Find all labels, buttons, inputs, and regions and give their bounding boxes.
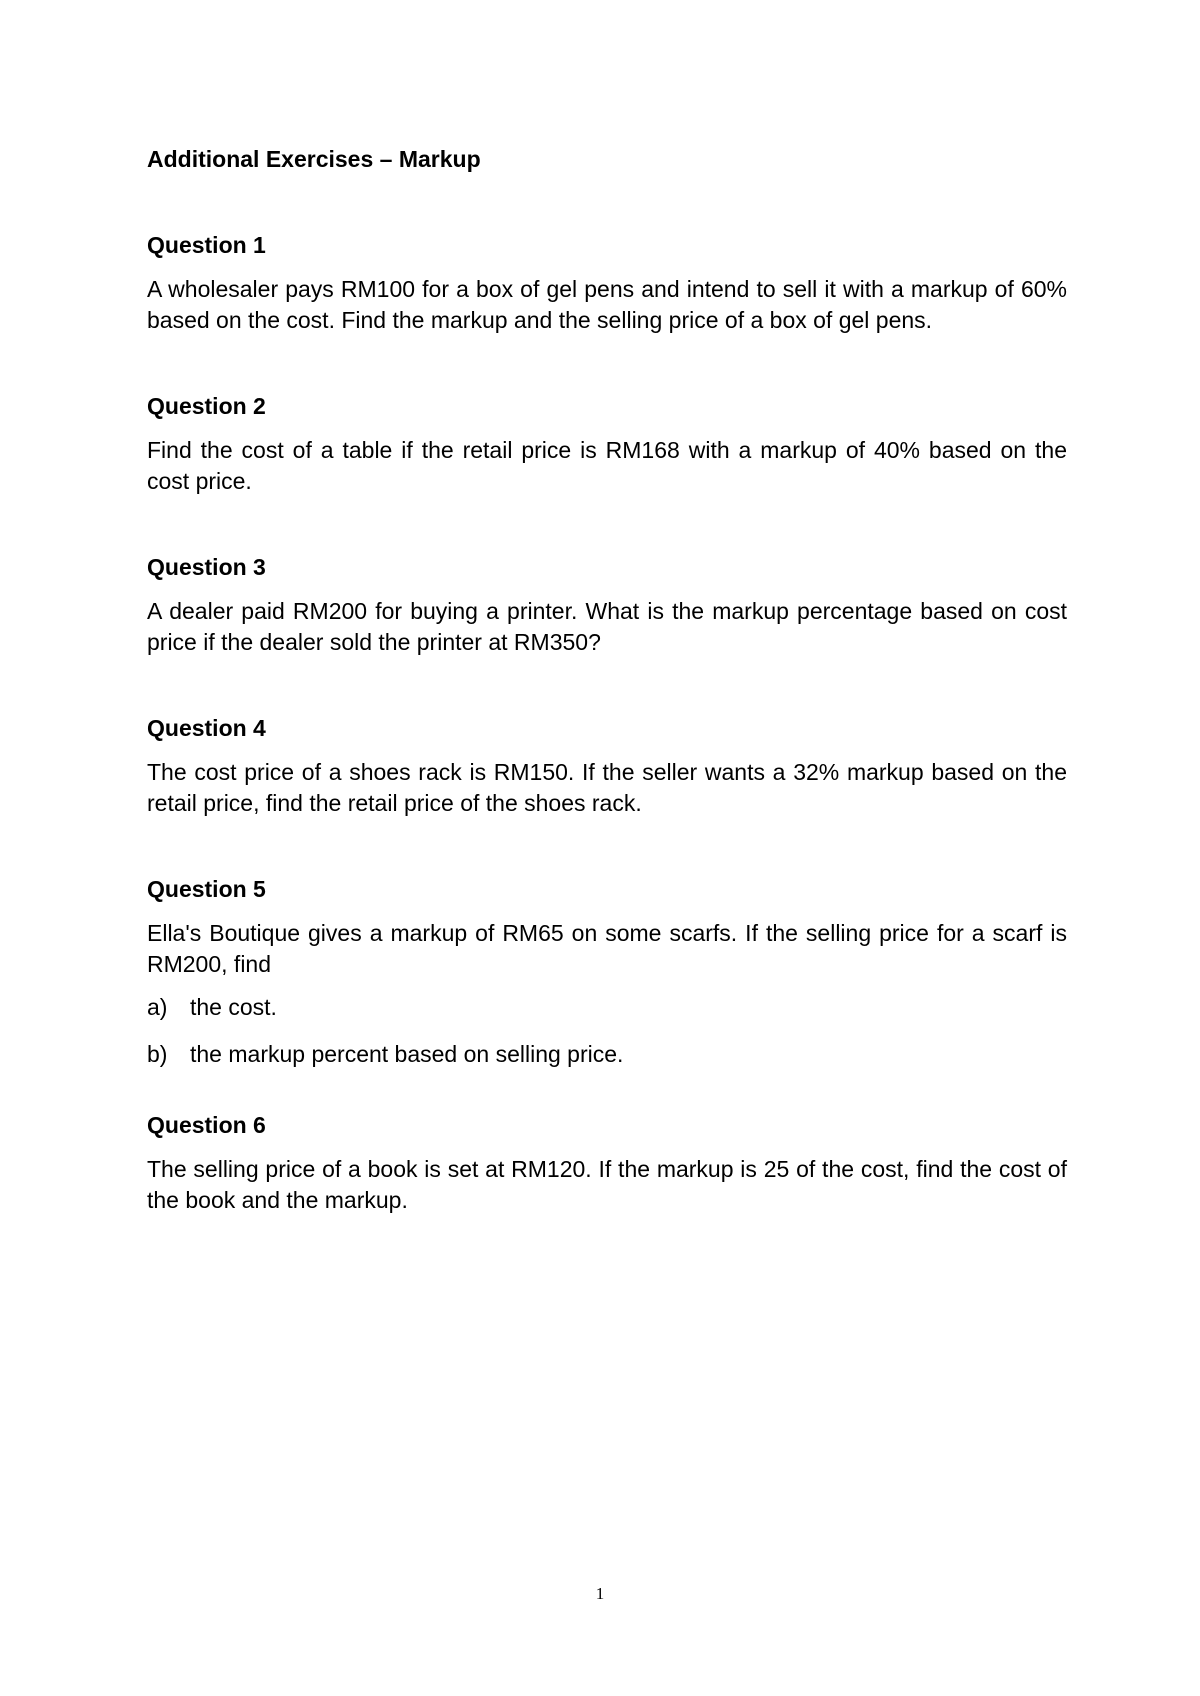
sub-question-text: the markup percent based on selling price. (190, 1041, 624, 1067)
question-heading: Question 1 (147, 232, 266, 258)
sub-question-text: the cost. (190, 994, 277, 1020)
sub-question-marker: b) (147, 1041, 168, 1067)
question-heading: Question 6 (147, 1112, 266, 1138)
question-4 (147, 713, 1067, 819)
question-heading: Question 4 (147, 715, 266, 741)
question-text: Ella's Boutique gives a markup of RM65 on some scarfs. If the selling price for a scarf is RM200, find (147, 920, 1067, 977)
question-2 (147, 391, 1067, 497)
sub-question-b (147, 1039, 1067, 1070)
sub-question-marker: a) (147, 994, 168, 1020)
question-text: A dealer paid RM200 for buying a printer. What is the markup percentage based on cost price if the dealer sold the printer at RM350? (147, 598, 1067, 655)
question-heading: Question 2 (147, 393, 266, 419)
document-body (147, 144, 1067, 1271)
question-3 (147, 552, 1067, 658)
sub-question-list (147, 992, 1067, 1070)
page-number: 1 (595, 1584, 605, 1603)
question-6 (147, 1110, 1067, 1216)
question-text: Find the cost of a table if the retail price is RM168 with a markup of 40% based on the cost price. (147, 437, 1067, 494)
question-5 (147, 874, 1067, 1070)
question-text: The selling price of a book is set at RM120. If the markup is 25 of the cost, find the cost of the book and the markup. (147, 1156, 1067, 1213)
question-heading: Question 3 (147, 554, 266, 580)
question-text: The cost price of a shoes rack is RM150. If the seller wants a 32% markup based on the retail price, find the retail price of the shoes rack. (147, 759, 1067, 816)
question-text: A wholesaler pays RM100 for a box of gel pens and intend to sell it with a markup of 60% based on the cost. Find the markup and the selling price of a box of gel pens. (147, 276, 1067, 333)
sub-question-a (147, 992, 1067, 1023)
document-title: Additional Exercises – Markup (147, 146, 481, 172)
question-1 (147, 230, 1067, 336)
question-heading: Question 5 (147, 876, 266, 902)
